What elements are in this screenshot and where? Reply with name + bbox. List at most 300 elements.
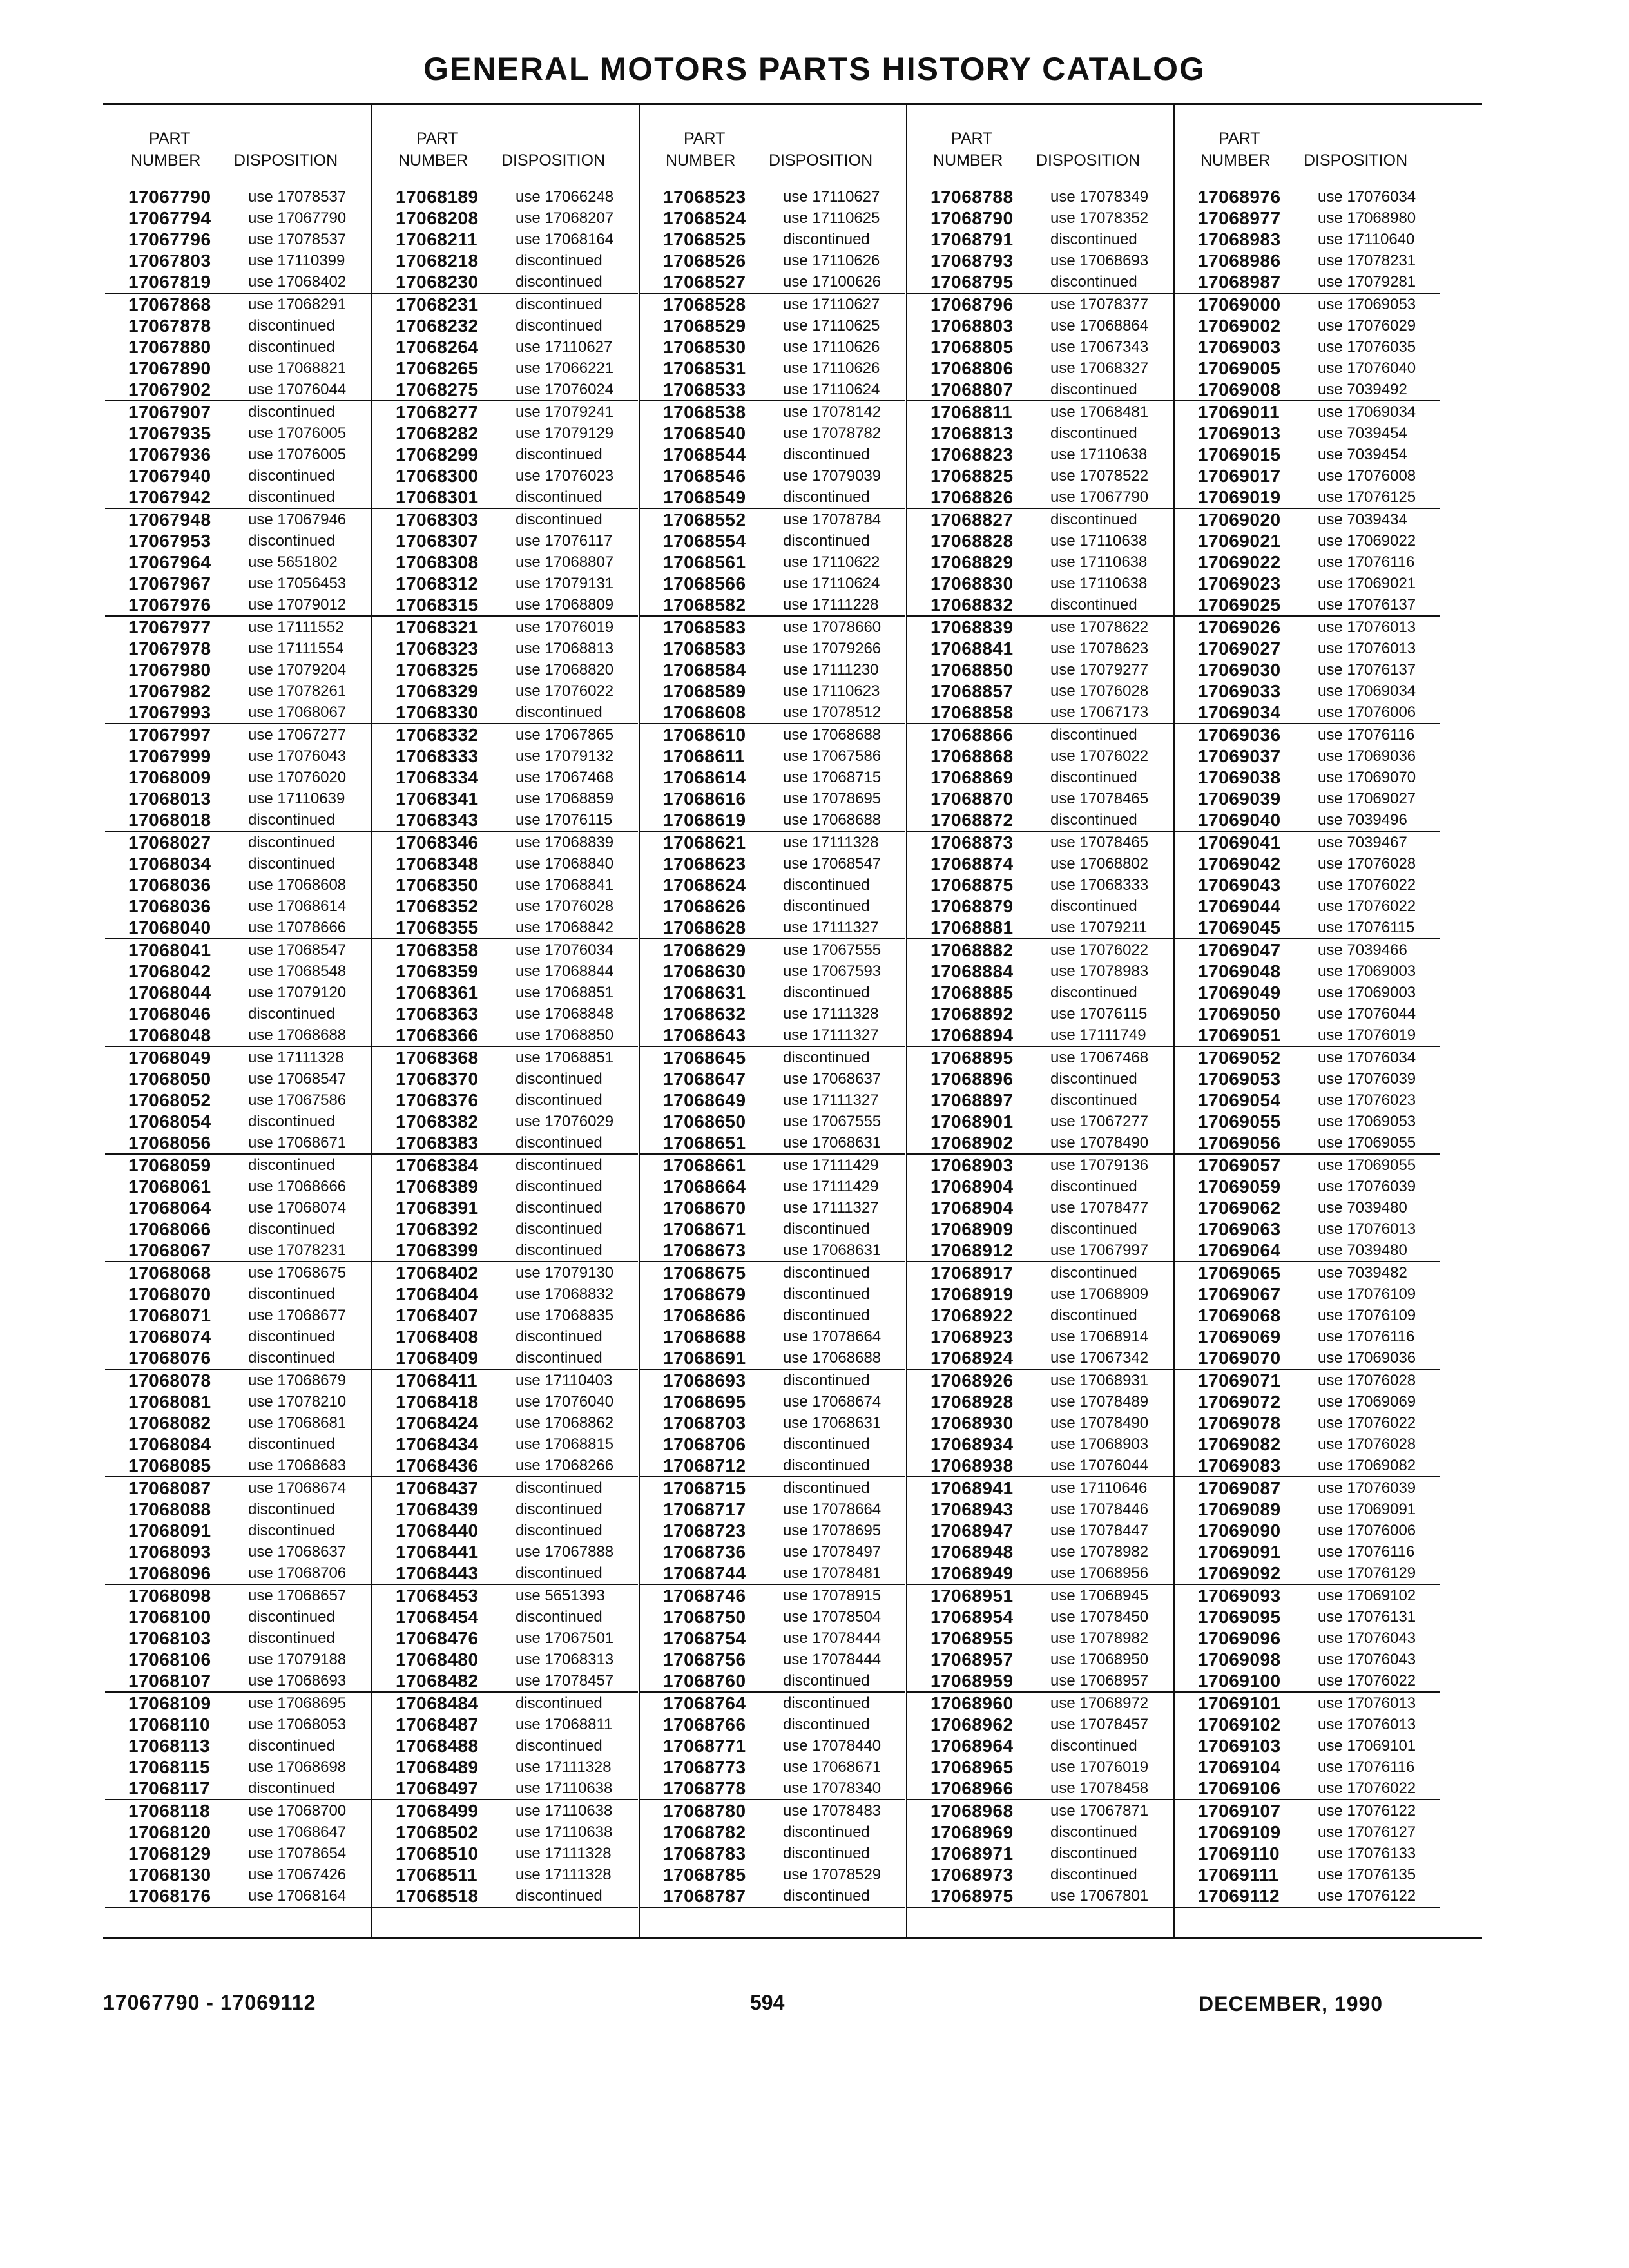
- table-row: [372, 659, 638, 680]
- disposition: use 17078782: [783, 425, 882, 442]
- table-row: [907, 423, 1173, 444]
- disposition: use 17068864: [1050, 317, 1149, 334]
- part-number: 17069109: [1198, 1822, 1281, 1842]
- column-header-number: NUMBER: [131, 151, 201, 169]
- disposition: use 17069082: [1318, 1457, 1416, 1474]
- column-header-disposition: DISPOSITION: [769, 151, 873, 169]
- part-number: 17068706: [663, 1434, 746, 1454]
- part-number: 17068120: [128, 1822, 211, 1842]
- disposition: use 17076109: [1318, 1307, 1416, 1324]
- table-row: [640, 315, 905, 336]
- table-row: [1175, 1735, 1440, 1756]
- part-number: 17067803: [128, 251, 211, 271]
- disposition: discontinued: [248, 1113, 335, 1130]
- part-number: 17068787: [663, 1886, 746, 1906]
- disposition: use 17076035: [1318, 338, 1416, 356]
- part-number: 17067790: [128, 187, 211, 207]
- part-number: 17068129: [128, 1843, 211, 1863]
- part-number: 17068778: [663, 1778, 746, 1798]
- disposition: use 17068859: [516, 790, 614, 807]
- disposition: use 17076137: [1318, 661, 1416, 678]
- disposition: use 17076029: [516, 1113, 614, 1130]
- disposition: use 17069034: [1318, 682, 1416, 700]
- table-row: [372, 1735, 638, 1756]
- part-number: 17068418: [396, 1392, 479, 1412]
- disposition: use 17068842: [516, 919, 614, 936]
- footer-date: DECEMBER, 1990: [1199, 1992, 1383, 2015]
- part-number: 17068661: [663, 1155, 746, 1175]
- part-number: 17069036: [1198, 725, 1281, 745]
- disposition: use 17111328: [783, 834, 879, 851]
- table-row: [640, 336, 905, 358]
- table-row: [907, 229, 1173, 250]
- column-header-disposition: DISPOSITION: [501, 151, 606, 169]
- disposition: use 17068671: [783, 1758, 882, 1776]
- part-number: 17067964: [128, 552, 211, 572]
- disposition: discontinued: [1050, 511, 1137, 528]
- disposition: use 17076028: [516, 898, 614, 915]
- table-row: [372, 1434, 638, 1455]
- disposition: use 17076115: [1050, 1005, 1148, 1023]
- part-number: 17068619: [663, 810, 746, 830]
- table-row: [372, 229, 638, 250]
- table-row: [372, 896, 638, 917]
- table-row: [640, 1370, 905, 1391]
- table-row: [372, 1155, 638, 1176]
- catalog-column: [372, 105, 638, 1937]
- part-number: 17069051: [1198, 1025, 1281, 1045]
- disposition: use 17068688: [783, 1349, 882, 1367]
- part-number: 17068074: [128, 1327, 211, 1347]
- part-number: 17068404: [396, 1284, 479, 1304]
- disposition: discontinued: [248, 338, 335, 356]
- table-row: [105, 1778, 371, 1799]
- table-row: [1175, 1670, 1440, 1691]
- part-number: 17068643: [663, 1025, 746, 1045]
- part-number: 17069025: [1198, 595, 1281, 615]
- part-number: 17068409: [396, 1348, 479, 1368]
- part-number: 17068232: [396, 316, 479, 336]
- part-number: 17068391: [396, 1198, 479, 1218]
- disposition: use 17078352: [1050, 209, 1149, 227]
- disposition: use 17079039: [783, 467, 882, 485]
- part-number: 17069054: [1198, 1090, 1281, 1110]
- table-row: [1175, 1477, 1440, 1499]
- disposition: use 17110627: [783, 296, 880, 313]
- disposition: use 17076019: [516, 619, 614, 636]
- row-group: [105, 186, 371, 294]
- disposition: discontinued: [1050, 273, 1137, 291]
- disposition: use 7039454: [1318, 446, 1407, 463]
- disposition: use 17111429: [783, 1157, 879, 1174]
- disposition: use 17068402: [248, 273, 347, 291]
- disposition: use 17111328: [516, 1758, 612, 1776]
- table-row: [1175, 617, 1440, 638]
- row-group: [640, 1047, 905, 1155]
- disposition: discontinued: [516, 1242, 602, 1259]
- table-row: [105, 1412, 371, 1434]
- disposition: use 7039496: [1318, 811, 1407, 829]
- part-number: 17068897: [930, 1090, 1014, 1110]
- column-header: [372, 120, 638, 191]
- table-row: [1175, 1132, 1440, 1153]
- part-number: 17068785: [663, 1865, 746, 1885]
- disposition: use 17076040: [516, 1393, 614, 1410]
- disposition: use 17078490: [1050, 1134, 1149, 1151]
- disposition: use 17076013: [1318, 619, 1416, 636]
- part-number: 17068552: [663, 510, 746, 530]
- table-row: [1175, 1520, 1440, 1541]
- row-group: [640, 401, 905, 509]
- part-number: 17068308: [396, 552, 479, 572]
- disposition: use 17076127: [1318, 1823, 1416, 1841]
- disposition: use 17078231: [248, 1242, 347, 1259]
- part-number: 17068113: [128, 1736, 211, 1756]
- part-number: 17068760: [663, 1671, 746, 1691]
- disposition: use 17067865: [516, 726, 614, 744]
- disposition: discontinued: [248, 403, 335, 421]
- part-number: 17068912: [930, 1240, 1014, 1260]
- table-row: [907, 1821, 1173, 1843]
- table-row: [105, 1735, 371, 1756]
- disposition: use 17068666: [248, 1178, 347, 1195]
- table-row: [640, 1047, 905, 1068]
- part-number: 17068966: [930, 1778, 1014, 1798]
- disposition: use 17068821: [248, 360, 347, 377]
- disposition: use 7039434: [1318, 511, 1407, 528]
- table-row: [372, 530, 638, 552]
- row-group: [907, 1477, 1173, 1585]
- table-row: [907, 917, 1173, 938]
- disposition: discontinued: [248, 1501, 335, 1518]
- part-number: 17067878: [128, 316, 211, 336]
- disposition: use 17078231: [1318, 252, 1416, 269]
- table-row: [1175, 702, 1440, 723]
- part-number: 17067935: [128, 423, 211, 443]
- catalog-column: [105, 105, 371, 1937]
- part-number: 17068879: [930, 896, 1014, 916]
- disposition: use 17069070: [1318, 769, 1416, 786]
- table-row: [907, 1218, 1173, 1240]
- part-number: 17069013: [1198, 423, 1281, 443]
- part-number: 17068540: [663, 423, 746, 443]
- disposition: use 17068548: [248, 963, 347, 980]
- table-row: [1175, 1370, 1440, 1391]
- table-row: [1175, 832, 1440, 853]
- part-number: 17069089: [1198, 1499, 1281, 1519]
- disposition: use 17068688: [248, 1026, 347, 1044]
- disposition: use 17068547: [248, 941, 347, 959]
- table-row: [372, 1843, 638, 1864]
- part-number: 17068832: [930, 595, 1014, 615]
- disposition: use 17067997: [1050, 1242, 1149, 1259]
- row-group: [105, 294, 371, 401]
- table-row: [372, 1520, 638, 1541]
- disposition: use 5651393: [516, 1587, 605, 1604]
- disposition: use 17068679: [248, 1372, 347, 1389]
- part-number: 17068695: [663, 1392, 746, 1412]
- disposition: use 17068647: [248, 1823, 347, 1841]
- table-row: [1175, 271, 1440, 293]
- part-number: 17067868: [128, 294, 211, 314]
- disposition: use 17076020: [248, 769, 347, 786]
- table-row: [640, 1111, 905, 1132]
- disposition: discontinued: [1050, 1264, 1137, 1282]
- table-row: [640, 486, 905, 508]
- disposition: use 17078261: [248, 682, 347, 700]
- part-number: 17068977: [1198, 208, 1281, 228]
- part-number: 17068826: [930, 487, 1014, 507]
- part-number: 17068041: [128, 940, 211, 960]
- table-row: [105, 1541, 371, 1562]
- row-group: [372, 1800, 638, 1908]
- disposition: use 17076019: [1318, 1026, 1416, 1044]
- disposition: use 17076043: [248, 747, 347, 765]
- disposition: use 17111552: [248, 619, 344, 636]
- disposition: use 17068972: [1050, 1695, 1149, 1712]
- column-header-number: NUMBER: [933, 151, 1003, 169]
- part-number: 17069091: [1198, 1542, 1281, 1562]
- disposition: use 17110638: [1050, 446, 1148, 463]
- table-row: [907, 874, 1173, 896]
- table-row: [372, 874, 638, 896]
- disposition: use 17076028: [1318, 1436, 1416, 1453]
- part-number: 17067942: [128, 487, 211, 507]
- table-row: [372, 250, 638, 271]
- disposition: use 17100626: [783, 273, 882, 291]
- disposition: discontinued: [783, 1457, 870, 1474]
- row-group: [1175, 832, 1440, 939]
- part-number: 17068103: [128, 1628, 211, 1648]
- disposition: use 17067586: [783, 747, 882, 765]
- disposition: discontinued: [516, 1349, 602, 1367]
- disposition: use 17079241: [516, 403, 614, 421]
- table-row: [105, 594, 371, 615]
- row-group: [640, 1155, 905, 1262]
- disposition: use 17078481: [783, 1564, 882, 1582]
- table-row: [372, 1240, 638, 1261]
- table-row: [640, 1606, 905, 1628]
- part-number: 17068649: [663, 1090, 746, 1110]
- part-number: 17068938: [930, 1456, 1014, 1475]
- part-number: 17068088: [128, 1499, 211, 1519]
- disposition: use 17068291: [248, 296, 347, 313]
- table-row: [105, 745, 371, 767]
- table-row: [372, 1024, 638, 1046]
- disposition: discontinued: [1050, 1220, 1137, 1238]
- part-number: 17068489: [396, 1757, 479, 1777]
- table-row: [907, 271, 1173, 293]
- row-group: [105, 401, 371, 509]
- disposition: use 17068683: [248, 1457, 347, 1474]
- part-number: 17068502: [396, 1822, 479, 1842]
- disposition: discontinued: [248, 1220, 335, 1238]
- disposition: use 17076116: [1318, 553, 1415, 571]
- disposition: use 17110626: [783, 360, 880, 377]
- table-row: [372, 1197, 638, 1218]
- part-number: 17068034: [128, 854, 211, 874]
- part-number: 17068723: [663, 1521, 746, 1541]
- part-number: 17069093: [1198, 1586, 1281, 1606]
- disposition: use 17069055: [1318, 1157, 1416, 1174]
- table-row: [907, 1240, 1173, 1261]
- part-number: 17068803: [930, 316, 1014, 336]
- table-row: [640, 745, 905, 767]
- part-number: 17068673: [663, 1240, 746, 1260]
- table-row: [907, 1670, 1173, 1691]
- disposition: discontinued: [516, 1134, 602, 1151]
- row-group: [372, 1047, 638, 1155]
- table-row: [105, 1176, 371, 1197]
- part-number: 17067940: [128, 466, 211, 486]
- part-number: 17068616: [663, 789, 746, 809]
- part-number: 17068071: [128, 1305, 211, 1325]
- table-row: [1175, 1197, 1440, 1218]
- part-number: 17069048: [1198, 961, 1281, 981]
- part-number: 17068830: [930, 573, 1014, 593]
- table-row: [372, 1477, 638, 1499]
- table-row: [372, 1283, 638, 1305]
- disposition: use 17078465: [1050, 790, 1149, 807]
- disposition: use 17110626: [783, 338, 880, 356]
- row-group: [1175, 1585, 1440, 1693]
- disposition: discontinued: [516, 1501, 602, 1518]
- disposition: use 17076028: [1318, 855, 1416, 872]
- part-number: 17068712: [663, 1456, 746, 1475]
- part-number: 17068805: [930, 337, 1014, 357]
- disposition: use 17068547: [248, 1070, 347, 1088]
- disposition: discontinued: [783, 1695, 870, 1712]
- table-row: [105, 982, 371, 1003]
- row-group: [1175, 1370, 1440, 1477]
- row-group: [907, 509, 1173, 617]
- row-group: [105, 1370, 371, 1477]
- part-number: 17069023: [1198, 573, 1281, 593]
- disposition: use 17076044: [248, 381, 347, 398]
- row-group: [105, 1155, 371, 1262]
- disposition: use 17078444: [783, 1651, 882, 1668]
- table-row: [1175, 1499, 1440, 1520]
- disposition: use 17067426: [248, 1866, 347, 1883]
- footer-page-number: 594: [750, 1991, 785, 2014]
- table-row: [1175, 1218, 1440, 1240]
- table-row: [640, 1434, 905, 1455]
- part-number: 17068629: [663, 940, 746, 960]
- part-number: 17068746: [663, 1586, 746, 1606]
- disposition: use 17076043: [1318, 1629, 1416, 1647]
- part-number: 17068554: [663, 531, 746, 551]
- disposition: use 17068862: [516, 1414, 614, 1432]
- part-number: 17068098: [128, 1586, 211, 1606]
- disposition: use 17069036: [1318, 1349, 1416, 1367]
- table-row: [907, 1047, 1173, 1068]
- table-row: [1175, 1262, 1440, 1283]
- part-number: 17068355: [396, 918, 479, 937]
- part-number: 17068611: [663, 746, 746, 766]
- disposition: discontinued: [1050, 596, 1137, 613]
- part-number: 17068959: [930, 1671, 1014, 1691]
- table-row: [907, 1520, 1173, 1541]
- disposition: use 17078447: [1050, 1522, 1149, 1539]
- table-row: [1175, 1455, 1440, 1476]
- disposition: discontinued: [516, 1479, 602, 1497]
- part-number: 17069082: [1198, 1434, 1281, 1454]
- part-number: 17069071: [1198, 1370, 1281, 1390]
- table-row: [907, 1585, 1173, 1606]
- part-number: 17067936: [128, 445, 211, 465]
- disposition: use 17079132: [516, 747, 614, 765]
- disposition: use 17068914: [1050, 1328, 1149, 1345]
- row-group: [372, 724, 638, 832]
- table-row: [907, 315, 1173, 336]
- part-number: 17068782: [663, 1822, 746, 1842]
- part-number: 17068529: [663, 316, 746, 336]
- part-number: 17068866: [930, 725, 1014, 745]
- disposition: discontinued: [248, 1005, 335, 1023]
- part-number: 17069021: [1198, 531, 1281, 551]
- part-number: 17068896: [930, 1069, 1014, 1089]
- table-row: [1175, 1714, 1440, 1735]
- table-row: [105, 1391, 371, 1412]
- row-group: [105, 832, 371, 939]
- part-number: 17068857: [930, 681, 1014, 701]
- table-row: [907, 1541, 1173, 1562]
- part-number: 17068584: [663, 660, 746, 680]
- part-number: 17068968: [930, 1801, 1014, 1821]
- part-number: 17068544: [663, 445, 746, 465]
- table-row: [907, 1370, 1173, 1391]
- table-row: [640, 1499, 905, 1520]
- table-row: [1175, 573, 1440, 594]
- part-number: 17068951: [930, 1586, 1014, 1606]
- disposition: use 17076022: [1318, 1414, 1416, 1432]
- row-group: [372, 1693, 638, 1800]
- table-row: [907, 1283, 1173, 1305]
- part-number: 17068018: [128, 810, 211, 830]
- part-number: 17068531: [663, 358, 746, 378]
- disposition: use 17110625: [783, 209, 880, 227]
- part-number: 17068527: [663, 272, 746, 292]
- disposition: use 17110623: [783, 682, 880, 700]
- table-row: [105, 917, 371, 938]
- table-row: [640, 724, 905, 745]
- part-number: 17068325: [396, 660, 479, 680]
- table-row: [105, 1562, 371, 1584]
- part-number: 17068441: [396, 1542, 479, 1562]
- part-number: 17067977: [128, 617, 211, 637]
- disposition: use 5651802: [248, 553, 338, 571]
- table-row: [372, 917, 638, 938]
- table-row: [105, 1347, 371, 1369]
- disposition: use 17076133: [1318, 1845, 1416, 1862]
- disposition: discontinued: [248, 855, 335, 872]
- disposition: discontinued: [783, 1672, 870, 1689]
- part-number: 17068084: [128, 1434, 211, 1454]
- part-number: 17068321: [396, 617, 479, 637]
- table-row: [907, 1155, 1173, 1176]
- column-header-part: PART: [1219, 130, 1260, 148]
- disposition: discontinued: [783, 1845, 870, 1862]
- part-number: 17068675: [663, 1263, 746, 1283]
- part-number: 17068679: [663, 1284, 746, 1304]
- table-row: [640, 982, 905, 1003]
- part-number: 17068647: [663, 1069, 746, 1089]
- part-number: 17067980: [128, 660, 211, 680]
- row-group: [1175, 1262, 1440, 1370]
- disposition: discontinued: [248, 1522, 335, 1539]
- part-number: 17069019: [1198, 487, 1281, 507]
- table-row: [907, 702, 1173, 723]
